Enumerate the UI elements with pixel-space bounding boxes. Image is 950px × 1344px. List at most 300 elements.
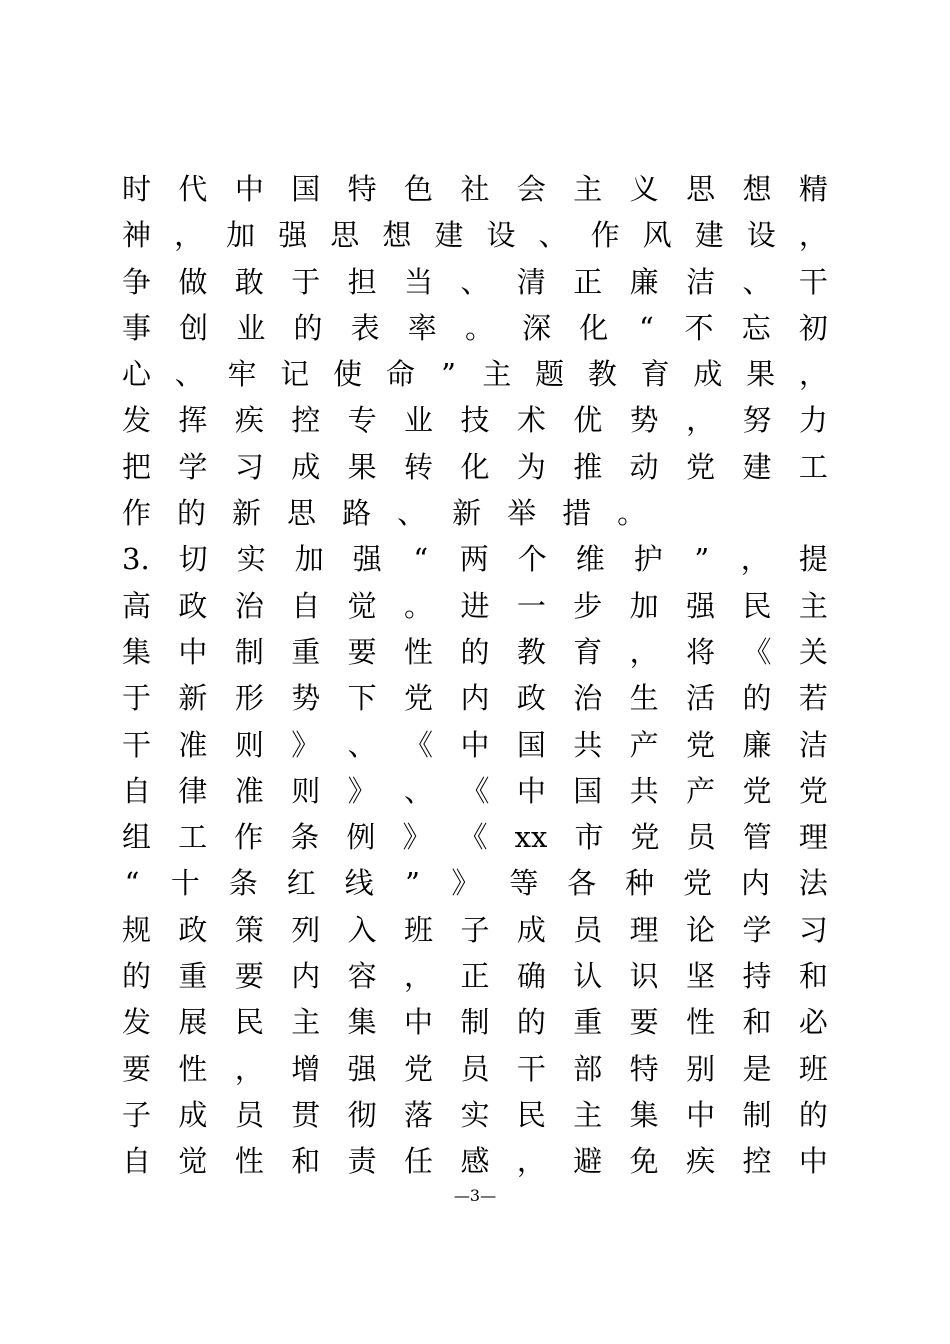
text-glyph: 、 xyxy=(742,264,772,299)
text-glyph: 制 xyxy=(460,1005,490,1040)
text-glyph: ” xyxy=(405,866,420,901)
text-line xyxy=(122,675,828,721)
text-glyph: 班 xyxy=(404,912,434,947)
text-glyph: 坚 xyxy=(686,959,716,994)
text-line xyxy=(122,397,828,443)
page-number: —3— xyxy=(453,1186,497,1205)
text-glyph: 工 xyxy=(798,449,828,484)
text-glyph: 社 xyxy=(460,172,490,206)
text-glyph: 落 xyxy=(404,1097,434,1132)
text-glyph: 部 xyxy=(573,1051,603,1086)
text-glyph: 班 xyxy=(798,1051,828,1086)
text-glyph: 切 xyxy=(178,542,208,577)
text-glyph: 和 xyxy=(291,1144,321,1179)
text-glyph: 的 xyxy=(460,634,490,669)
text-line xyxy=(122,583,828,629)
text-glyph: 国 xyxy=(291,172,321,206)
text-glyph: 成 xyxy=(178,1097,208,1132)
text-glyph: 实 xyxy=(460,1097,490,1132)
text-glyph: 主 xyxy=(482,357,512,392)
text-glyph: 育 xyxy=(573,634,603,669)
text-glyph: 发 xyxy=(122,1005,152,1040)
text-glyph: 国 xyxy=(516,727,546,762)
text-glyph: 教 xyxy=(587,357,617,392)
text-glyph: 要 xyxy=(629,1005,659,1040)
text-glyph: 建 xyxy=(694,218,724,253)
text-glyph: 展 xyxy=(178,1005,208,1040)
text-line xyxy=(122,490,828,536)
text-glyph: 心 xyxy=(122,357,152,392)
text-glyph: 感 xyxy=(460,1144,490,1179)
text-glyph: 建 xyxy=(434,218,464,253)
text-glyph: 民 xyxy=(516,1097,546,1132)
text-glyph: 事 xyxy=(122,310,152,345)
text-glyph: 清 xyxy=(516,264,546,299)
text-glyph: 确 xyxy=(516,959,546,994)
text-glyph: ， xyxy=(234,1051,264,1086)
text-glyph: 中 xyxy=(686,1097,716,1132)
text-glyph: “ xyxy=(124,866,140,901)
text-glyph: 想 xyxy=(382,218,412,253)
text-glyph: 例 xyxy=(346,820,376,855)
text-glyph: 十 xyxy=(170,866,200,901)
text-glyph: 性 xyxy=(234,1144,264,1179)
text-glyph: 性 xyxy=(178,1051,208,1086)
text-glyph: 维 xyxy=(575,542,605,577)
text-glyph: 将 xyxy=(686,634,716,669)
text-glyph: 做 xyxy=(178,264,208,299)
text-glyph: 制 xyxy=(234,634,264,669)
text-glyph: 争 xyxy=(122,264,152,299)
text-glyph: 工 xyxy=(178,820,208,855)
text-glyph: 思 xyxy=(287,496,317,531)
text-glyph: 建 xyxy=(742,449,772,484)
text-glyph: 色 xyxy=(404,172,434,206)
text-glyph: 作 xyxy=(122,496,152,531)
text-glyph: 必 xyxy=(798,1005,828,1040)
text-glyph: ， xyxy=(740,542,770,577)
text-glyph: 措 xyxy=(562,496,592,531)
text-glyph: 3. xyxy=(122,542,150,577)
text-glyph: 员 xyxy=(234,1097,264,1132)
text-glyph: 专 xyxy=(347,403,377,438)
text-glyph: 员 xyxy=(460,1051,490,1086)
text-glyph: 主 xyxy=(798,588,828,623)
text-glyph: 两 xyxy=(459,542,489,577)
text-glyph: 发 xyxy=(122,403,152,438)
text-glyph: 容 xyxy=(347,959,377,994)
text-glyph: 认 xyxy=(573,959,603,994)
text-glyph: 新 xyxy=(232,496,262,531)
text-glyph: 形 xyxy=(234,681,264,716)
text-glyph: 力 xyxy=(798,403,828,438)
text-glyph: 彻 xyxy=(347,1097,377,1132)
text-glyph: 各 xyxy=(567,866,597,901)
text-glyph: 加 xyxy=(629,588,659,623)
text-glyph: 民 xyxy=(234,1005,264,1040)
text-line xyxy=(122,1092,828,1138)
text-glyph: 义 xyxy=(629,172,659,206)
text-glyph: 干 xyxy=(798,264,828,299)
text-glyph: 中 xyxy=(234,172,264,206)
text-glyph: 避 xyxy=(573,1144,603,1179)
text-glyph: 党 xyxy=(798,773,828,808)
text-glyph: 路 xyxy=(342,496,372,531)
text-glyph: 中 xyxy=(516,773,546,808)
text-glyph: 化 xyxy=(460,449,490,484)
text-glyph: ， xyxy=(686,403,716,438)
text-glyph: 、 xyxy=(174,357,204,392)
text-glyph: 廉 xyxy=(742,727,772,762)
text-glyph: 强 xyxy=(686,588,716,623)
text-glyph: 记 xyxy=(280,357,310,392)
text-glyph: 主 xyxy=(291,1005,321,1040)
text-glyph: 内 xyxy=(740,866,770,901)
text-glyph: 个 xyxy=(517,542,547,577)
text-glyph: 市 xyxy=(574,820,604,855)
text-glyph: 学 xyxy=(178,449,208,484)
text-glyph: 努 xyxy=(742,403,772,438)
text-glyph: 制 xyxy=(742,1097,772,1132)
text-glyph: 加 xyxy=(294,542,324,577)
text-line xyxy=(122,444,828,490)
text-glyph: 动 xyxy=(629,449,659,484)
text-glyph: 治 xyxy=(234,588,264,623)
text-glyph: 教 xyxy=(516,634,546,669)
text-glyph: 使 xyxy=(333,357,363,392)
text-glyph: 进 xyxy=(460,588,490,623)
text-glyph: 理 xyxy=(629,912,659,947)
text-glyph: ” xyxy=(694,542,710,577)
text-glyph: 特 xyxy=(347,172,377,206)
text-glyph: 忘 xyxy=(741,310,771,345)
text-line xyxy=(122,722,828,768)
text-glyph: 步 xyxy=(573,588,603,623)
text-glyph: 入 xyxy=(347,912,377,947)
text-glyph: 子 xyxy=(460,912,490,947)
text-glyph: 条 xyxy=(228,866,258,901)
text-glyph: 是 xyxy=(742,1051,772,1086)
text-glyph: 初 xyxy=(798,310,828,345)
text-glyph: “ xyxy=(413,542,429,577)
text-glyph: 产 xyxy=(686,773,716,808)
text-glyph: 化 xyxy=(579,310,609,345)
text-glyph: 代 xyxy=(178,172,208,206)
text-glyph: 《 xyxy=(460,773,490,808)
text-glyph: 和 xyxy=(742,1005,772,1040)
text-glyph: 疾 xyxy=(234,403,264,438)
text-glyph: 觉 xyxy=(347,588,377,623)
text-glyph: 重 xyxy=(178,959,208,994)
text-glyph: 律 xyxy=(178,773,208,808)
text-glyph: 国 xyxy=(573,773,603,808)
text-line xyxy=(122,907,828,953)
text-glyph: 强 xyxy=(278,218,308,253)
text-glyph: 转 xyxy=(404,449,434,484)
text-glyph: 持 xyxy=(742,959,772,994)
text-glyph: 、 xyxy=(538,218,568,253)
text-line xyxy=(122,768,828,814)
text-glyph: 《 xyxy=(458,820,488,855)
text-glyph: 的 xyxy=(177,496,207,531)
text-glyph: 》 xyxy=(451,866,481,901)
text-glyph: “ xyxy=(638,310,654,345)
text-glyph: 下 xyxy=(347,681,377,716)
text-glyph: 不 xyxy=(684,310,714,345)
text-glyph: 要 xyxy=(122,1051,152,1086)
text-glyph: 神 xyxy=(122,218,152,253)
text-glyph: 组 xyxy=(122,820,152,855)
text-glyph: 成 xyxy=(693,357,723,392)
text-glyph: 廉 xyxy=(629,264,659,299)
text-glyph: 治 xyxy=(573,681,603,716)
text-line xyxy=(122,953,828,999)
text-glyph: 术 xyxy=(516,403,546,438)
text-glyph: 推 xyxy=(573,449,603,484)
text-glyph: 。 xyxy=(404,588,434,623)
text-glyph: 法 xyxy=(798,866,828,901)
text-glyph: 、 xyxy=(397,496,427,531)
text-glyph: 控 xyxy=(291,403,321,438)
text-glyph: 政 xyxy=(516,681,546,716)
text-glyph: 党 xyxy=(686,727,716,762)
text-glyph: 举 xyxy=(507,496,537,531)
text-glyph: 势 xyxy=(629,403,659,438)
text-glyph: 业 xyxy=(236,310,266,345)
text-glyph: 共 xyxy=(629,773,659,808)
text-glyph: 增 xyxy=(291,1051,321,1086)
section-heading-line xyxy=(122,536,828,582)
text-glyph: 思 xyxy=(330,218,360,253)
text-glyph: 准 xyxy=(234,773,264,808)
text-glyph: 》 xyxy=(347,773,377,808)
text-glyph: 控 xyxy=(742,1144,772,1179)
text-glyph: 的 xyxy=(742,681,772,716)
text-glyph: 学 xyxy=(742,912,772,947)
text-glyph: 中 xyxy=(460,727,490,762)
text-glyph: 集 xyxy=(629,1097,659,1132)
text-glyph: 率 xyxy=(407,310,437,345)
text-glyph: 牢 xyxy=(227,357,257,392)
text-glyph: 管 xyxy=(742,820,772,855)
text-glyph: 要 xyxy=(234,959,264,994)
text-glyph: 果 xyxy=(746,357,776,392)
text-glyph: 为 xyxy=(516,449,546,484)
text-glyph: 提 xyxy=(798,542,828,577)
text-glyph: 理 xyxy=(798,820,828,855)
text-glyph: 自 xyxy=(291,588,321,623)
text-glyph: 创 xyxy=(179,310,209,345)
text-glyph: 于 xyxy=(122,681,152,716)
text-glyph: 党 xyxy=(404,681,434,716)
text-glyph: 实 xyxy=(236,542,266,577)
text-glyph: 题 xyxy=(535,357,565,392)
text-glyph: ， xyxy=(629,634,659,669)
text-glyph: 条 xyxy=(290,820,320,855)
text-glyph: 性 xyxy=(686,1005,716,1040)
text-glyph: 内 xyxy=(291,959,321,994)
text-glyph: 加 xyxy=(226,218,256,253)
text-glyph: 新 xyxy=(178,681,208,716)
body-text xyxy=(122,166,828,1185)
text-glyph: 、 xyxy=(404,773,434,808)
text-glyph: 集 xyxy=(122,634,152,669)
text-glyph: 。 xyxy=(464,310,494,345)
text-glyph: 于 xyxy=(291,264,321,299)
text-glyph: 疾 xyxy=(686,1144,716,1179)
text-glyph: 活 xyxy=(686,681,716,716)
text-glyph: 红 xyxy=(286,866,316,901)
text-glyph: 精 xyxy=(798,172,828,206)
text-glyph: 重 xyxy=(573,1005,603,1040)
text-glyph: 员 xyxy=(573,912,603,947)
text-glyph: 种 xyxy=(625,866,655,901)
text-glyph: 业 xyxy=(404,403,434,438)
text-glyph: 列 xyxy=(291,912,321,947)
text-glyph: 责 xyxy=(347,1144,377,1179)
text-glyph: 》 xyxy=(402,820,432,855)
text-glyph: 敢 xyxy=(234,264,264,299)
text-glyph: 民 xyxy=(742,588,772,623)
text-glyph: 主 xyxy=(573,172,603,206)
text-glyph: 中 xyxy=(798,1144,828,1179)
text-glyph: 线 xyxy=(344,866,374,901)
text-line xyxy=(122,629,828,675)
text-glyph: 洁 xyxy=(686,264,716,299)
text-glyph: 主 xyxy=(573,1097,603,1132)
text-glyph: 会 xyxy=(516,172,546,206)
text-glyph: 策 xyxy=(234,912,264,947)
text-glyph: 设 xyxy=(746,218,776,253)
text-glyph: 》 xyxy=(291,727,321,762)
text-line xyxy=(122,259,828,305)
text-glyph: 共 xyxy=(573,727,603,762)
text-glyph: 表 xyxy=(350,310,380,345)
text-glyph: 思 xyxy=(686,172,716,206)
text-glyph: 党 xyxy=(686,449,716,484)
text-glyph: 正 xyxy=(460,959,490,994)
text-glyph: 的 xyxy=(516,1005,546,1040)
text-glyph: 的 xyxy=(293,310,323,345)
text-glyph: 内 xyxy=(460,681,490,716)
text-glyph: 优 xyxy=(573,403,603,438)
text-glyph: 高 xyxy=(122,588,152,623)
text-glyph: 政 xyxy=(178,588,208,623)
text-glyph: 作 xyxy=(234,820,264,855)
text-glyph: 自 xyxy=(122,773,152,808)
text-glyph: 特 xyxy=(629,1051,659,1086)
text-glyph: 则 xyxy=(234,727,264,762)
text-glyph: 和 xyxy=(798,959,828,994)
text-line xyxy=(122,1046,828,1092)
text-glyph: 任 xyxy=(404,1144,434,1179)
text-glyph: 设 xyxy=(486,218,516,253)
text-glyph: ， xyxy=(174,218,204,253)
text-line xyxy=(122,351,828,397)
text-glyph: 免 xyxy=(629,1144,659,1179)
text-glyph: 习 xyxy=(798,912,828,947)
text-glyph: 势 xyxy=(291,681,321,716)
text-glyph: 育 xyxy=(640,357,670,392)
text-line xyxy=(122,860,828,906)
text-glyph: 若 xyxy=(798,681,828,716)
text-glyph: 关 xyxy=(798,634,828,669)
text-glyph: 命 xyxy=(385,357,415,392)
text-glyph: 党 xyxy=(683,866,713,901)
text-glyph: 别 xyxy=(686,1051,716,1086)
text-glyph: 挥 xyxy=(178,403,208,438)
text-glyph: 成 xyxy=(516,912,546,947)
text-glyph: 政 xyxy=(178,912,208,947)
text-glyph: 的 xyxy=(798,1097,828,1132)
text-glyph: 贯 xyxy=(291,1097,321,1132)
text-glyph: ， xyxy=(516,1144,546,1179)
text-glyph: 深 xyxy=(522,310,552,345)
text-glyph: 《 xyxy=(404,727,434,762)
text-glyph: ， xyxy=(798,357,828,392)
text-glyph: 担 xyxy=(347,264,377,299)
text-glyph: ” xyxy=(441,357,456,392)
text-glyph: 则 xyxy=(291,773,321,808)
text-glyph: 党 xyxy=(630,820,660,855)
text-glyph: 觉 xyxy=(178,1144,208,1179)
text-glyph: 、 xyxy=(460,264,490,299)
text-glyph: 把 xyxy=(122,449,152,484)
text-line xyxy=(122,1138,828,1184)
text-line xyxy=(122,814,828,860)
text-glyph: 识 xyxy=(629,959,659,994)
text-glyph: 果 xyxy=(347,449,377,484)
text-line xyxy=(122,166,828,212)
text-glyph: 护 xyxy=(633,542,663,577)
text-glyph: 的 xyxy=(122,959,152,994)
text-glyph: 技 xyxy=(460,403,490,438)
text-glyph: 子 xyxy=(122,1097,152,1132)
text-glyph: 一 xyxy=(516,588,546,623)
text-glyph: 员 xyxy=(686,820,716,855)
text-glyph: 、 xyxy=(347,727,377,762)
text-glyph: 自 xyxy=(122,1144,152,1179)
text-line xyxy=(122,305,828,351)
text-glyph: 作 xyxy=(590,218,620,253)
text-glyph: 重 xyxy=(291,634,321,669)
text-glyph: 。 xyxy=(617,496,647,531)
text-glyph: ， xyxy=(798,218,828,253)
text-glyph: 洁 xyxy=(798,727,828,762)
text-glyph: 准 xyxy=(178,727,208,762)
text-glyph: xx xyxy=(514,820,548,855)
text-glyph: 干 xyxy=(516,1051,546,1086)
text-glyph: 干 xyxy=(122,727,152,762)
text-glyph: 生 xyxy=(629,681,659,716)
text-glyph: 产 xyxy=(629,727,659,762)
text-glyph: 中 xyxy=(404,1005,434,1040)
text-glyph: 集 xyxy=(347,1005,377,1040)
text-glyph: 习 xyxy=(234,449,264,484)
text-glyph: 中 xyxy=(178,634,208,669)
text-glyph: 正 xyxy=(573,264,603,299)
text-glyph: 风 xyxy=(642,218,672,253)
text-glyph: 等 xyxy=(509,866,539,901)
text-glyph: ， xyxy=(404,959,434,994)
text-line xyxy=(122,212,828,258)
text-glyph: 性 xyxy=(404,634,434,669)
text-glyph: 《 xyxy=(742,634,772,669)
text-glyph: 要 xyxy=(347,634,377,669)
text-glyph: 规 xyxy=(122,912,152,947)
text-glyph: 当 xyxy=(404,264,434,299)
text-glyph: 时 xyxy=(122,172,152,206)
